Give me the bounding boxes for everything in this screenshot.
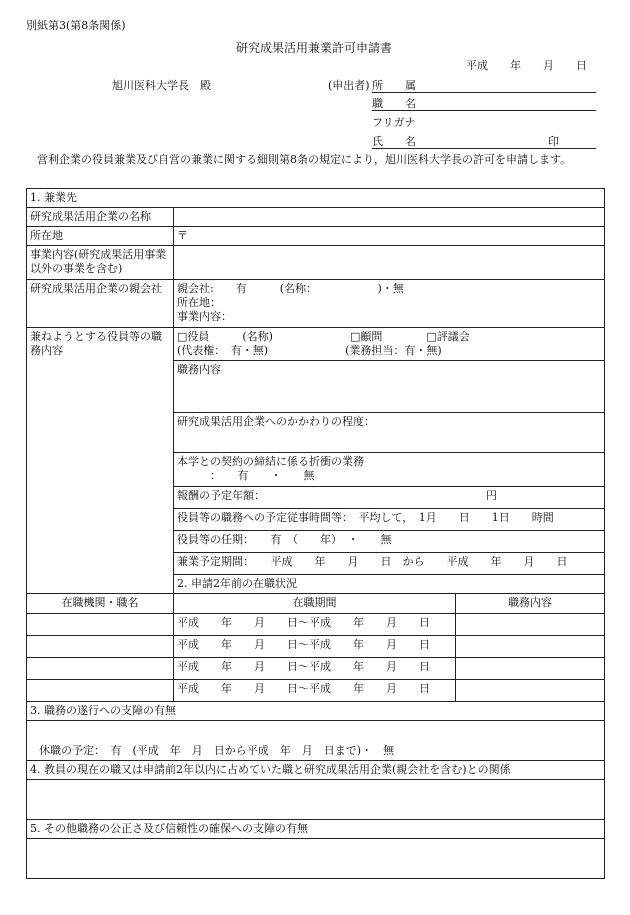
period-cell[interactable]: 平成 年 月 日～平成 年 月 日 (174, 680, 456, 702)
field-name-label: 氏 名 (372, 135, 416, 148)
role-options-line: □役員 (名称) □顧問 □評議会 (177, 330, 470, 343)
table-row (27, 614, 605, 636)
involvement-label: 研究成果活用企業へのかかわりの程度： (177, 415, 375, 428)
duties-cell[interactable] (456, 658, 605, 680)
duties-cell[interactable] (456, 680, 605, 702)
pay-label: 報酬の予定年額： (177, 489, 265, 502)
field-furigana-label: フリガナ (372, 116, 416, 129)
field-name-line[interactable] (372, 148, 596, 149)
parent-company-line: 親会社: 有 (名称： )・無 (177, 282, 404, 295)
document-title: 研究成果活用兼業許可申請書 (236, 41, 393, 55)
institution-cell[interactable] (27, 636, 174, 658)
duties-field[interactable] (174, 361, 605, 413)
institution-cell[interactable] (27, 614, 174, 636)
section3-heading: 3. 職務の遂行への支障の有無 (27, 702, 605, 721)
appendix-note: 別紙第3(第8条関係) (26, 19, 126, 32)
period-field[interactable]: 兼業予定期間： 平成 年 月 日 から 平成 年 月 日 (174, 553, 605, 575)
role-type-field[interactable] (174, 328, 605, 361)
applicant-label: (申出者) (328, 79, 370, 92)
institution-cell[interactable] (27, 658, 174, 680)
negotiation-options: ： 有 ・ 無 (177, 469, 315, 482)
field-affiliation-line[interactable] (372, 92, 596, 93)
section4-field[interactable] (27, 780, 605, 820)
period-cell[interactable]: 平成 年 月 日～平成 年 月 日 (174, 636, 456, 658)
section2-heading: 2. 申請2年前の在職状況 (174, 575, 605, 594)
address-label: 所在地 (27, 227, 174, 246)
section5-field[interactable] (27, 839, 605, 879)
parent-company-field[interactable] (174, 280, 605, 328)
company-name-label: 研究成果活用企業の名称 (27, 208, 174, 227)
table-row (27, 680, 605, 702)
table-row (27, 636, 605, 658)
field-position-label: 職 名 (372, 97, 416, 110)
involvement-field[interactable] (174, 413, 605, 453)
duties-cell[interactable] (456, 614, 605, 636)
leave-field[interactable]: 休職の予定： 有 (平成 年 月 日から平成 年 月 日まで)・ 無 (27, 721, 605, 761)
negotiation-field[interactable] (174, 453, 605, 487)
role-authority-line: (代表権： 有・無) (業務担当：有・無) (177, 344, 442, 357)
duties-cell[interactable] (456, 636, 605, 658)
business-label: 事業内容(研究成果活用事業以外の事業を含む) (27, 246, 174, 280)
parent-business-line: 事業内容： (177, 310, 232, 323)
period-cell[interactable]: 平成 年 月 日～平成 年 月 日 (174, 658, 456, 680)
negotiation-label: 本学との契約の締結に係る折衝の業務 (177, 455, 364, 468)
parent-company-label: 研究成果活用企業の親会社 (27, 280, 174, 328)
application-date: 平成 年 月 日 (466, 59, 587, 72)
institution-cell[interactable] (27, 680, 174, 702)
business-field[interactable] (174, 246, 605, 280)
parent-address-line: 所在地： (177, 296, 221, 309)
duties-label: 職務内容 (177, 363, 221, 376)
seal-mark: 印 (548, 135, 559, 148)
addressee: 旭川医科大学長 殿 (112, 79, 211, 92)
term-field[interactable]: 役員等の任期： 有 （ 年） ・ 無 (174, 531, 605, 553)
role-label: 兼ねようとする役員等の職務内容 (27, 328, 174, 594)
field-position-line[interactable] (372, 110, 596, 111)
field-affiliation-label: 所 属 (372, 79, 416, 92)
application-form-table (26, 188, 605, 879)
col-header-period: 在職期間 (174, 594, 456, 614)
postal-mark: 〒 (177, 229, 188, 242)
col-header-duties: 職務内容 (456, 594, 605, 614)
table-row (27, 658, 605, 680)
pay-unit: 円 (486, 489, 497, 502)
period-cell[interactable]: 平成 年 月 日～平成 年 月 日 (174, 614, 456, 636)
address-field[interactable] (174, 227, 605, 246)
company-name-field[interactable] (174, 208, 605, 227)
pay-field[interactable] (174, 487, 605, 509)
intro-text: 営利企業の役員兼業及び自営の兼業に関する細則第8条の規定により，旭川医科大学長の許可を申請します。 (26, 153, 572, 166)
section1-heading: 1. 兼業先 (27, 189, 605, 208)
col-header-institution: 在職機関・職名 (27, 594, 174, 614)
section4-heading: 4. 教員の現在の職又は申請前2年以内に占めていた職と研究成果活用企業(親会社を含む)との関係 (27, 761, 605, 780)
hours-field[interactable]: 役員等の職務への予定従事時間等： 平均して， 1月 日 1日 時間 (174, 509, 605, 531)
section5-heading: 5. その他職務の公正さ及び信頼性の確保への支障の有無 (27, 820, 605, 839)
